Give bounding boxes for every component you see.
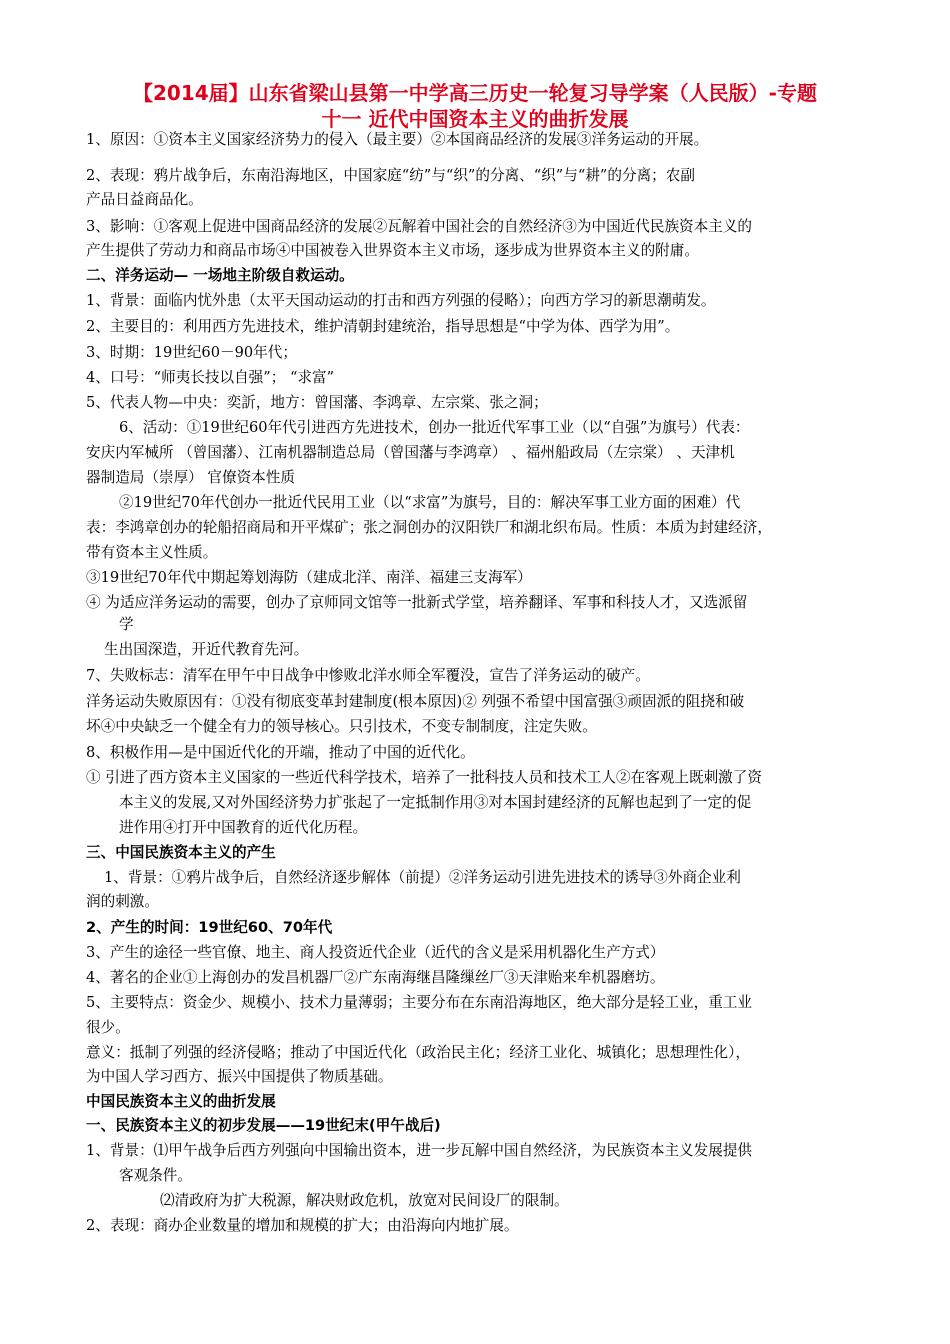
- text-line: 意义：抵制了列强的经济侵略；推动了中国近代化（政治民主化；经济工业化、城镇化；思想理性化），: [86, 1044, 751, 1061]
- text-line: 产生提供了劳动力和商品市场④中国被卷入世界资本主义市场，逐步成为世界资本主义的附庸。: [86, 242, 699, 259]
- text-line: 客观条件。: [119, 1167, 192, 1184]
- text-line: 很少。: [86, 1019, 130, 1036]
- text-line: 产品日益商品化。: [86, 191, 203, 208]
- text-line: 坏④中央缺乏一个健全有力的领导核心。只引技术，不变专制制度，注定失败。: [86, 718, 597, 735]
- text-line: 生出国深造，开近代教育先河。: [104, 641, 309, 658]
- text-line: 2、主要目的：利用西方先进技术，维护清朝封建统治，指导思想是“中学为体、西学为用”。: [86, 318, 680, 335]
- text-line: 1、背景：①鸦片战争后，自然经济逐步解体（前提）②洋务运动引进先进技术的诱导③外商企业利: [104, 869, 741, 886]
- text-line: ⑵清政府为扩大税源，解决财政危机，放宽对民间设厂的限制。: [160, 1192, 569, 1209]
- text-line: ① 引进了西方资本主义国家的一些近代科学技术，培养了一批科技人员和技术工人②在客观上既刺激了资: [86, 769, 762, 786]
- text-line: 1、背景：⑴甲午战争后西方列强向中国输出资本，进一步瓦解中国自然经济，为民族资本主义发展提供: [86, 1142, 753, 1159]
- text-line: 为中国人学习西方、振兴中国提供了物质基础。: [86, 1068, 393, 1085]
- text-line: ④ 为适应洋务运动的需要，创办了京师同文馆等一批新式学堂，培养翻译、军事和科技人才，又选派留: [86, 594, 748, 611]
- text-line: 器制造局（崇厚） 官僚资本性质: [86, 469, 295, 486]
- text-line: 7、失败标志：清军在甲午中日战争中惨败北洋水师全军覆没，宣告了洋务运动的破产。: [86, 667, 650, 684]
- section-heading: 三、中国民族资本主义的产生: [86, 844, 276, 861]
- document-title-line-1: 【2014届】山东省梁山县第一中学高三历史一轮复习导学案（人民版）-专题: [133, 81, 817, 105]
- section-heading: 2、产生的时间：19世纪60、70年代: [86, 919, 333, 936]
- text-line: 1、原因：①资本主义国家经济势力的侵入（最主要）②本国商品经济的发展③洋务运动的开展。: [86, 131, 709, 148]
- text-line: 5、代表人物—中央：奕訢，地方：曾国藩、李鸿章、左宗棠、张之洞；: [86, 394, 548, 411]
- text-line: 进作用④打开中国教育的近代化历程。: [119, 819, 368, 836]
- text-line: 本主义的发展,又对外国经济势力扩张起了一定抵制作用③对本国封建经济的瓦解也起到了一定的促: [119, 794, 752, 811]
- text-line: 1、背景：面临内忧外患（太平天国动运动的打击和西方列强的侵略）；向西方学习的新思潮萌发。: [86, 292, 716, 309]
- text-line: 5、主要特点：资金少、规模小、技术力量薄弱；主要分布在东南沿海地区，绝大部分是轻工业，重工业: [86, 994, 753, 1011]
- text-line: 3、影响：①客观上促进中国商品经济的发展②瓦解着中国社会的自然经济③为中国近代民族资本主义的: [86, 218, 753, 235]
- text-line: 安庆内军械所 （曾国藩）、江南机器制造总局（曾国藩与李鸿章） 、福州船政局（左宗棠） 、天津机: [86, 444, 735, 461]
- text-line: 6、活动：①19世纪60年代引进西方先进技术，创办一批近代军事工业（以“自强”为旗号）代表：: [119, 419, 750, 436]
- text-line: 2、表现：商办企业数量的增加和规模的扩大；由沿海向内地扩展。: [86, 1217, 519, 1234]
- text-line: 带有资本主义性质。: [86, 544, 218, 561]
- section-heading: 一、民族资本主义的初步发展——19世纪末(甲午战后): [86, 1117, 441, 1134]
- text-line: 8、积极作用—是中国近代化的开端，推动了中国的近代化。: [86, 744, 475, 761]
- text-line: 润的刺激。: [86, 893, 159, 910]
- text-line: 学: [119, 616, 134, 633]
- text-line: 3、产生的途径一些官僚、地主、商人投资近代企业（近代的含义是采用机器化生产方式）: [86, 944, 665, 961]
- document-title-line-2: 十一 近代中国资本主义的曲折发展: [321, 107, 629, 131]
- text-line: 3、时期：19世纪60－90年代；: [86, 344, 297, 361]
- section-heading: 中国民族资本主义的曲折发展: [86, 1093, 276, 1110]
- text-line: ②19世纪70年代创办一批近代民用工业（以“求富”为旗号，目的：解决军事工业方面的困难）代: [119, 494, 741, 511]
- text-line: 4、口号：“师夷长技以自强”； “求富”: [86, 369, 335, 386]
- text-line: 2、表现：鸦片战争后，东南沿海地区，中国家庭“纺”与“织”的分离、“织”与“耕”的分离；农副: [86, 167, 695, 184]
- text-line: ③19世纪70年代中期起筹划海防（建成北洋、南洋、福建三支海军）: [86, 569, 532, 586]
- text-line: 4、著名的企业①上海创办的发昌机器厂②广东南海继昌隆缫丝厂③天津贻来牟机器磨坊。: [86, 969, 665, 986]
- text-line: 表：李鸿章创办的轮船招商局和开平煤矿；张之洞创办的汉阳铁厂和湖北织布局。性质：本质为封建经济，: [86, 519, 772, 536]
- section-heading: 二、洋务运动— 一场地主阶级自救运动。: [86, 267, 354, 284]
- text-line: 洋务运动失败原因有：①没有彻底变革封建制度(根本原因)② 列强不希望中国富强③顽固派的阻挠和破: [86, 693, 745, 710]
